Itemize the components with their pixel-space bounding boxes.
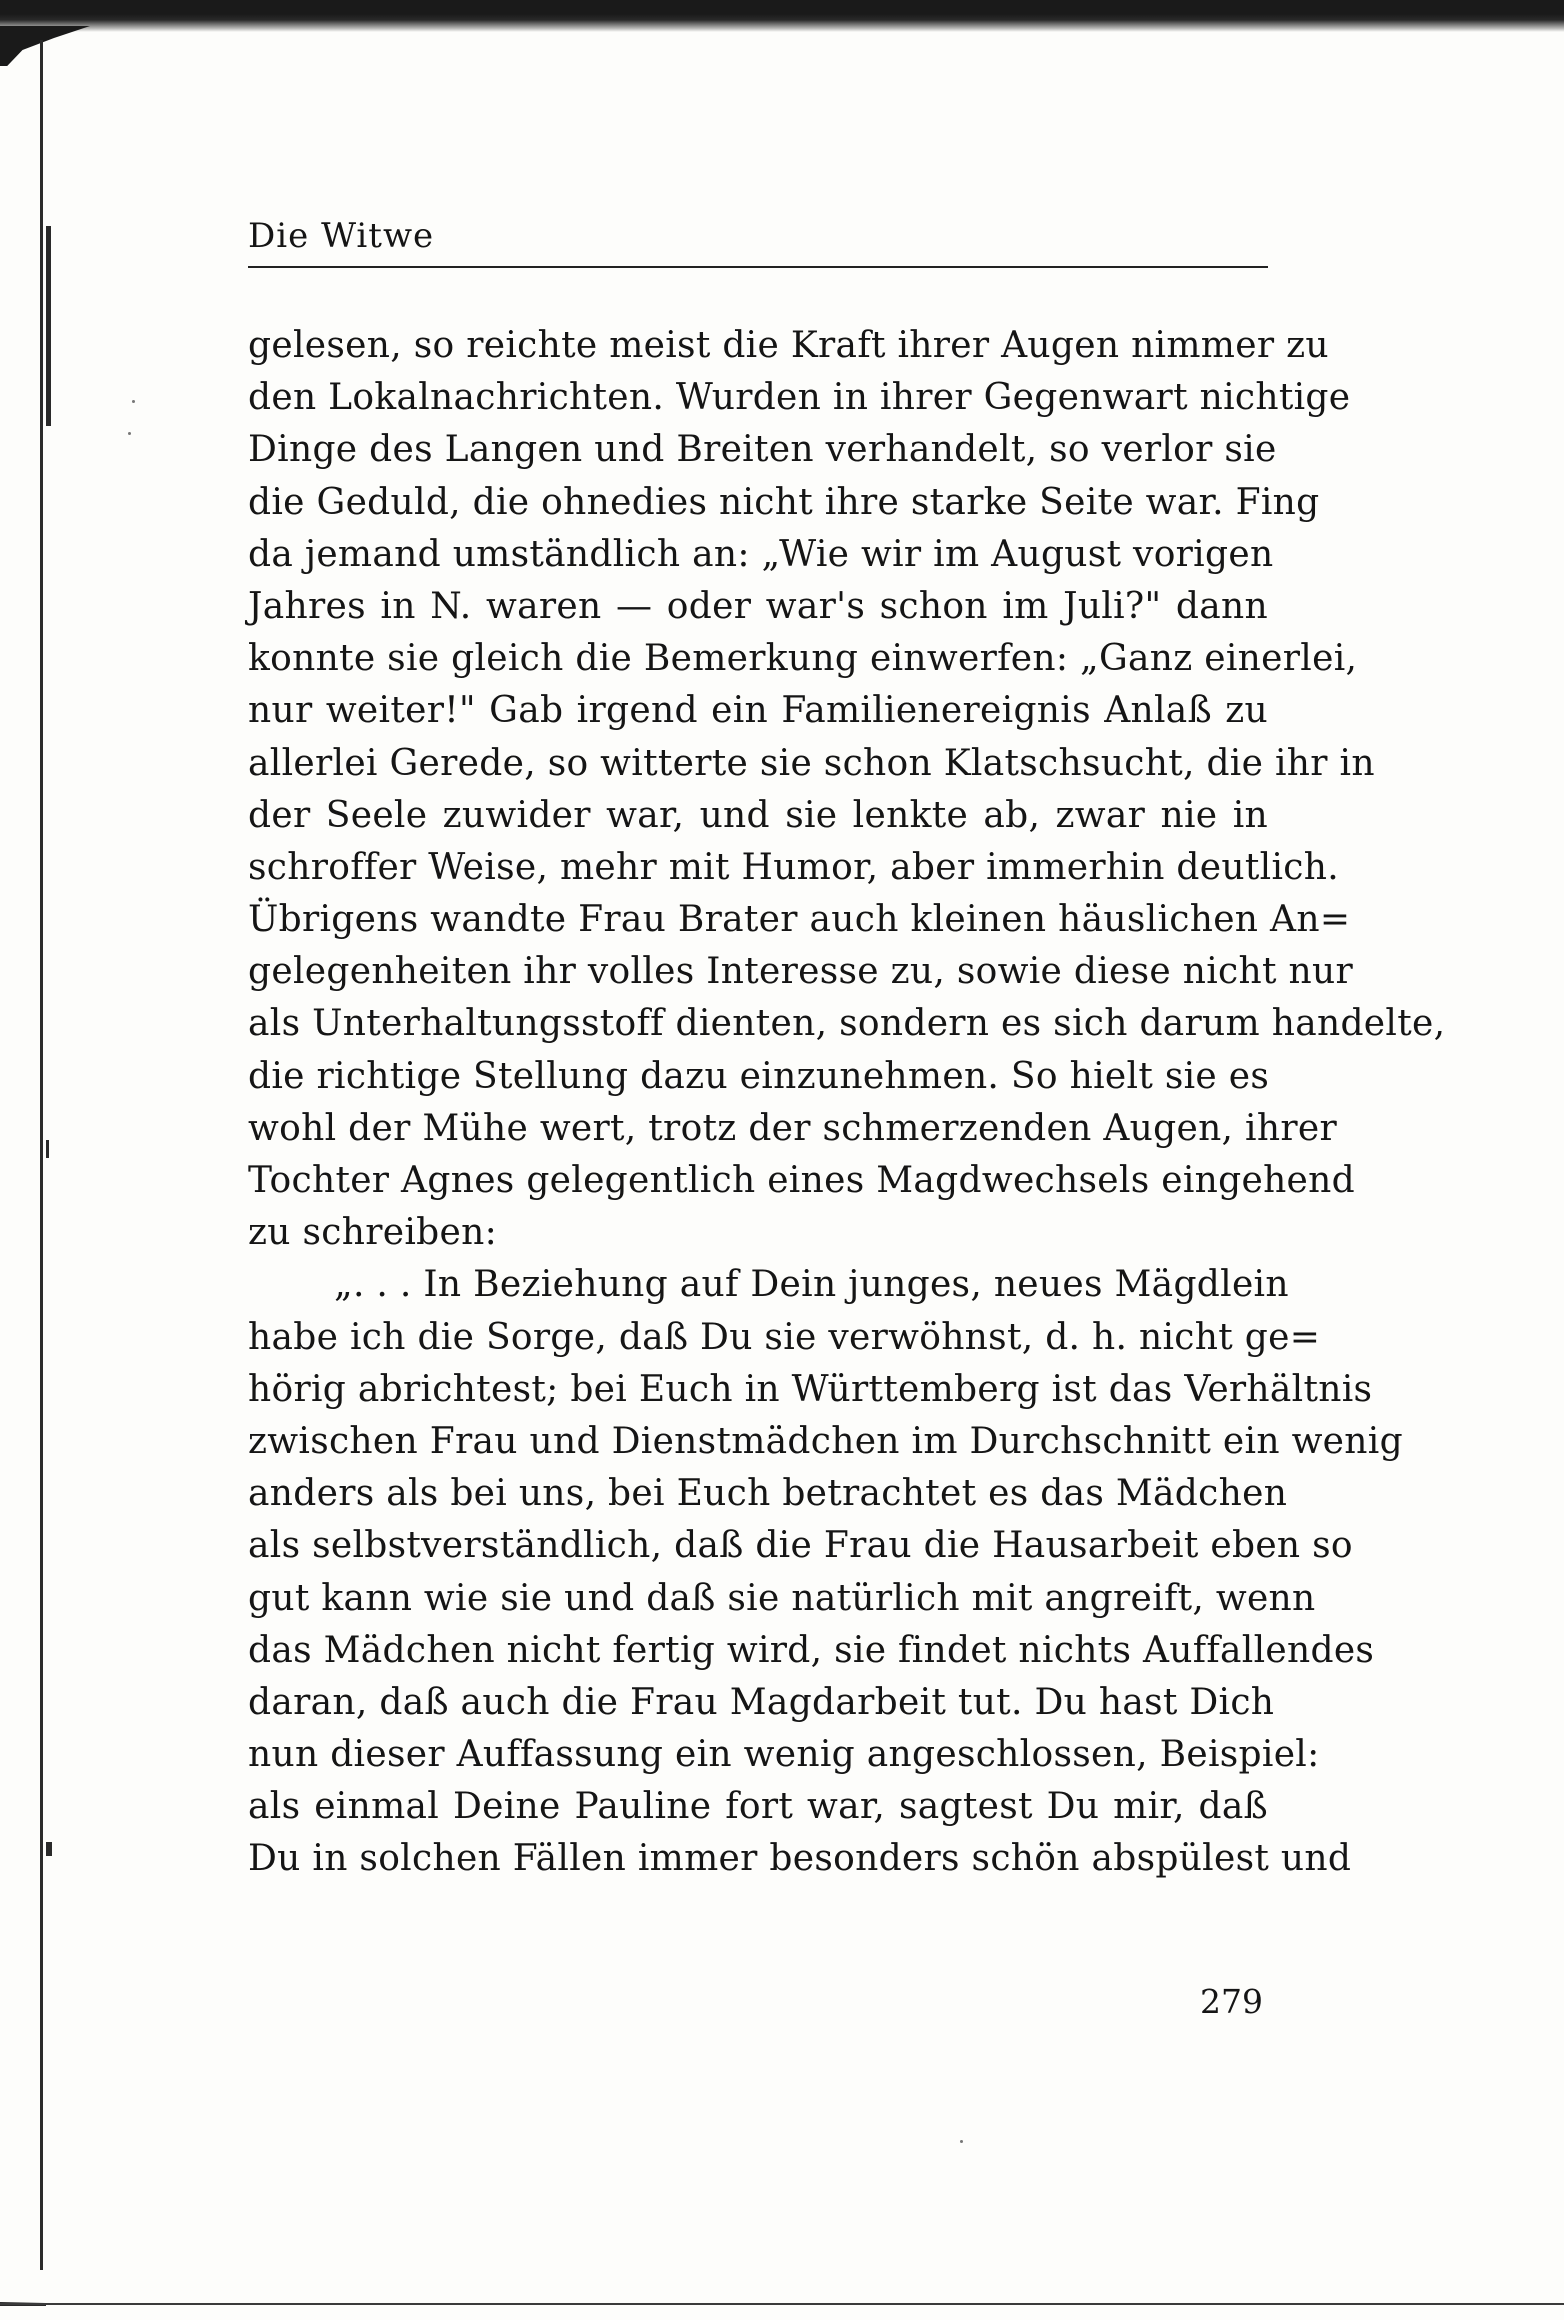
text-line: Dinge des Langen und Breiten verhandelt, so verlor sie [248, 429, 1277, 471]
text-line: nur weiter!" Gab irgend ein Familienereignis Anlaß zu [248, 690, 1268, 732]
text-line: Jahres in N. waren — oder war's schon im Juli?" dann [248, 585, 1268, 627]
text-line: wohl der Mühe wert, trotz der schmerzenden Augen, ihrer [248, 1107, 1337, 1149]
text-line: konnte sie gleich die Bemerkung einwerfen: „Ganz einerlei, [248, 638, 1358, 680]
body-text [248, 320, 1446, 1886]
text-line: allerlei Gerede, so witterte sie schon Klatschsucht, die ihr in [248, 742, 1375, 784]
text-line: „. . . In Beziehung auf Dein junges, neues Mägdlein [334, 1264, 1289, 1306]
page-number: 279 [1200, 1982, 1263, 2021]
scan-top-curl [0, 26, 90, 66]
text-line: den Lokalnachrichten. Wurden in ihrer Gegenwart nichtige [248, 377, 1351, 419]
scan-left-edge [40, 40, 43, 2270]
scan-speck [960, 2140, 963, 2143]
text-line: daran, daß auch die Frau Magdarbeit tut. Du hast Dich [248, 1681, 1275, 1723]
text-line: zwischen Frau und Dienstmädchen im Durchschnitt ein wenig [248, 1420, 1403, 1462]
text-line: das Mädchen nicht fertig wird, sie findet nichts Auffallendes [248, 1629, 1375, 1671]
text-line: als Unterhaltungsstoff dienten, sondern es sich darum handelte, [248, 1003, 1446, 1045]
text-line: Tochter Agnes gelegentlich eines Magdwechsels eingehend [248, 1160, 1355, 1201]
text-line: als einmal Deine Pauline fort war, sagtest Du mir, daß [248, 1786, 1268, 1828]
text-line: anders als bei uns, bei Euch betrachtet es das Mädchen [248, 1473, 1288, 1515]
text-line: da jemand umständlich an: „Wie wir im August vorigen [248, 533, 1274, 575]
running-title: Die Witwe [248, 216, 435, 256]
text-line: Übrigens wandte Frau Brater auch kleinen häuslichen An= [248, 899, 1351, 941]
scan-left-mark [46, 1140, 49, 1158]
text-line: gut kann wie sie und daß sie natürlich mit angreift, wenn [248, 1577, 1316, 1619]
scan-left-mark [46, 226, 51, 426]
text-line: schroffer Weise, mehr mit Humor, aber immerhin deutlich. [248, 846, 1339, 888]
text-line: habe ich die Sorge, daß Du sie verwöhnst, d. h. nicht ge= [248, 1316, 1321, 1358]
header-rule [248, 266, 1268, 268]
text-line: die Geduld, die ohnedies nicht ihre starke Seite war. Fing [248, 481, 1320, 523]
scan-speck [128, 432, 131, 435]
text-line: hörig abrichtest; bei Euch in Württemberg ist das Verhältnis [248, 1368, 1373, 1410]
text-line: gelegenheiten ihr volles Interesse zu, sowie diese nicht nur [248, 951, 1353, 993]
text-line: gelesen, so reichte meist die Kraft ihrer Augen nimmer zu [248, 325, 1329, 366]
scan-speck [132, 400, 135, 403]
text-line: zu schreiben: [248, 1212, 498, 1254]
text-line: nun dieser Auffassung ein wenig angeschlossen, Beispiel: [248, 1734, 1320, 1776]
text-line: als selbstverständlich, daß die Frau die Hausarbeit eben so [248, 1525, 1353, 1567]
text-line: der Seele zuwider war, und sie lenkte ab, zwar nie in [248, 794, 1268, 836]
scan-left-mark [46, 1842, 52, 1856]
text-line: Du in solchen Fällen immer besonders schön abspülest und [248, 1838, 1352, 1880]
scan-top-edge [0, 0, 1564, 32]
text-line: die richtige Stellung dazu einzunehmen. So hielt sie es [248, 1055, 1270, 1097]
scan-bottom-edge [0, 2303, 1564, 2305]
